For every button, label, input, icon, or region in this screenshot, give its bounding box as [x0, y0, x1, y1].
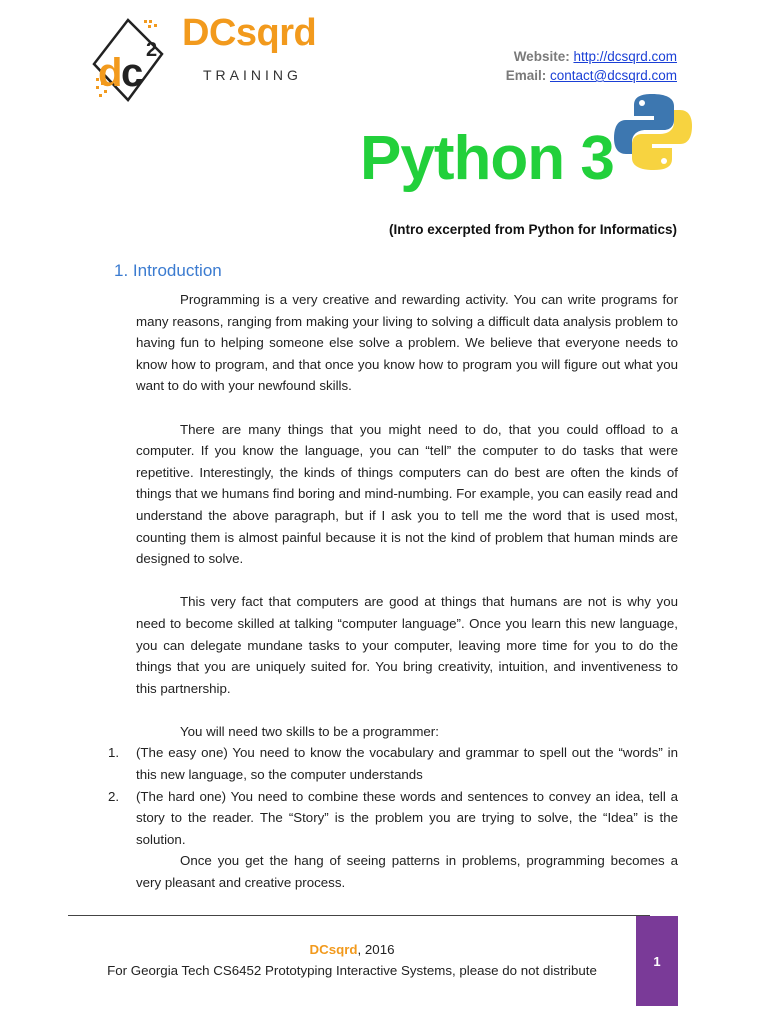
- list-item-text: (The hard one) You need to combine these words and sentences to convey an idea, tell a story to the reader. The “Story” is the problem you are trying to solve, the “Idea” is the solution.: [136, 788, 678, 847]
- body-text: [108, 289, 678, 894]
- footer-credit: [68, 942, 636, 957]
- list-number: 1.: [108, 745, 120, 761]
- footer-notice: For Georgia Tech CS6452 Prototyping Interactive Systems, please do not distribute: [107, 963, 597, 978]
- dc-squared-logo-icon: [88, 16, 166, 104]
- page-number: 1: [636, 916, 678, 1006]
- website-label: Website: [513, 49, 566, 64]
- paragraph: There are many things that you might need to do, that you could offload to a computer. If you know the language, you can “tell” the computer to do tasks that were repetitive. Interestingly, the kinds of things computers can do best are often the kinds of things that we humans find boring and mind-numbing. For example, you can easily read and understand the above paragraph, but if I ask you to tell me the word that is used most, counting them is almost painful because it is not the kind of problem that human minds are designed to solve.: [136, 421, 678, 567]
- email-line: Email: contact@dcsqrd.com: [505, 68, 677, 83]
- brand-name: DCsqrd: [182, 12, 317, 54]
- email-label: Email: [505, 68, 542, 83]
- svg-text:2: 2: [146, 39, 158, 61]
- paragraph: You will need two skills to be a programmer:: [180, 723, 439, 739]
- contact-block: [506, 47, 677, 85]
- document-subtitle: (Intro excerpted from Python for Informatics): [388, 222, 677, 237]
- footer-year: , 2016: [357, 942, 395, 957]
- list-number: 2.: [108, 788, 120, 804]
- website-line: Website: http://dcsqrd.com: [513, 49, 677, 64]
- section-heading: 1. Introduction: [114, 261, 222, 280]
- footer-brand: DCsqrd: [309, 942, 358, 957]
- skills-list: [108, 742, 678, 850]
- list-item-text: (The easy one) You need to know the vocabulary and grammar to spell out the “words” in this new language, so the computer understands: [136, 745, 678, 783]
- list-item: [108, 742, 678, 785]
- website-link[interactable]: http://dcsqrd.com: [573, 49, 677, 64]
- brand-subtitle: TRAINING: [203, 67, 302, 83]
- closing-paragraph: Once you get the hang of seeing patterns in problems, programming becomes a very pleasant and creative process.: [136, 853, 678, 891]
- paragraph: Programming is a very creative and rewarding activity. You can write programs for many reasons, ranging from making your living to solving a difficult data analysis problem to having fun to helping someone else solve a problem. We believe that everyone needs to know how to program, and that once you know how to program you will figure out what you want to do with your newfound skills.: [136, 292, 678, 394]
- email-link[interactable]: contact@dcsqrd.com: [549, 68, 677, 83]
- page-title: Python 3: [360, 124, 614, 193]
- python-logo-icon: [612, 92, 694, 172]
- svg-text:c: c: [121, 51, 144, 95]
- list-item: [108, 786, 678, 851]
- footer-divider: [68, 915, 650, 916]
- paragraph: This very fact that computers are good at things that humans are not is why you need to become skilled at talking “computer language”. Once you learn this new language, you can delegate mundane tasks to your computer, leaving more time for you to do the things that you are uniquely suited for. You bring creativity, intuition, and inventiveness to this partnership.: [136, 594, 678, 696]
- svg-text:d: d: [98, 51, 123, 95]
